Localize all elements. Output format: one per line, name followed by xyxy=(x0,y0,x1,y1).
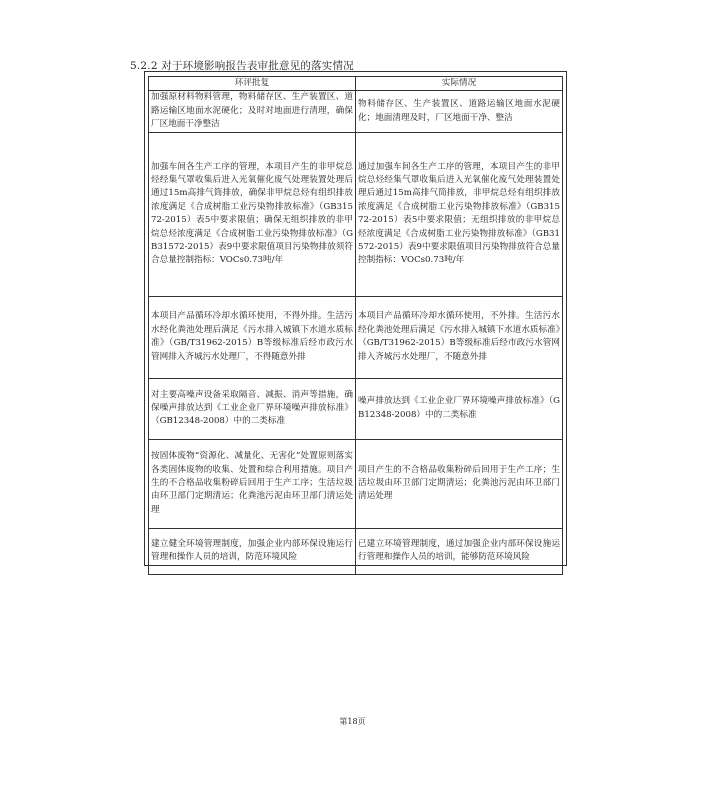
table-row xyxy=(149,378,563,439)
approval-cell: 建立健全环境管理制度，加强企业内部环保设施运行管理和操作人员的培训，防范环境风险 xyxy=(149,528,356,574)
table-row xyxy=(149,296,563,378)
actual-cell: 项目产生的不合格品收集粉碎后回用于生产工序；生活垃圾由环卫部门定期清运；化粪池污泥由环卫部门清运处理 xyxy=(356,439,563,528)
table-row xyxy=(149,91,563,132)
header-actual: 实际情况 xyxy=(356,77,563,91)
actual-cell: 本项目产品循环冷却水循环使用，不外排。生活污水经化粪池处理后满足《污水排入城镇下水道水质标准》（GB/T31962-2015）B等级标准后经市政污水管网排入齐城污水处理厂，不随意外排 xyxy=(356,296,563,378)
header-approval: 环评批复 xyxy=(149,77,356,91)
approval-cell: 加强原材料物料管理，物料储存区、生产装置区、道路运输区地面水泥硬化；及时对地面进行清理，确保厂区地面干净整洁 xyxy=(149,91,356,132)
actual-cell: 通过加强车间各生产工序的管理，本项目产生的非甲烷总烃经集气罩收集后进入光氧催化废气处理装置处理后通过15m高排气筒排放，非甲烷总烃有组织排放浓度满足《合成树脂工业污染物排放标准》（GB31572-2015）表5中要求限值；无组织排放的非甲烷总烃浓度满足《合成树脂工业污染物排放标准》（GB31572-2015）表9中要求限值项目污染物排放符合总量控制指标：VOCs0.73吨/年 xyxy=(356,132,563,296)
page-number: 第18页 xyxy=(339,717,366,726)
approval-cell: 按固体废物“资源化、减量化、无害化”处置原则落实各类固体废物的收集、处置和综合利用措施。项目产生的不合格品收集粉碎后回用于生产工序；生活垃圾由环卫部门定期清运；化粪池污泥由环卫部门清运处理 xyxy=(149,439,356,528)
comparison-table xyxy=(148,76,563,575)
table-header-row xyxy=(149,77,563,91)
actual-cell: 噪声排放达到《工业企业厂界环境噪声排放标准》（GB12348-2008）中的二类标准 xyxy=(356,378,563,439)
approval-cell: 对主要高噪声设备采取隔音、减振、消声等措施，确保噪声排放达到《工业企业厂界环境噪声排放标准》（GB12348-2008）中的二类标准 xyxy=(149,378,356,439)
actual-cell: 物料储存区、生产装置区、道路运输区地面水泥硬化；地面清理及时，厂区地面干净、整洁 xyxy=(356,91,563,132)
table-row xyxy=(149,132,563,296)
table-row xyxy=(149,439,563,528)
section-heading: 5.2.2 对于环境影响报告表审批意见的落实情况 xyxy=(130,60,354,72)
table-row xyxy=(149,528,563,574)
approval-cell: 本项目产品循环冷却水循环使用，不得外排。生活污水经化粪池处理后满足《污水排入城镇下水道水质标准》（GB/T31962-2015）B等级标准后经市政污水管网排入齐城污水处理厂，不得随意外排 xyxy=(149,296,356,378)
approval-cell: 加强车间各生产工序的管理，本项目产生的非甲烷总烃经集气罩收集后进入光氧催化废气处理装置处理后通过15m高排气筒排放，确保非甲烷总烃有组织排放浓度满足《合成树脂工业污染物排放标准》（GB31572-2015）表5中要求限值；确保无组织排放的非甲烷总烃浓度满足《合成树脂工业污染物排放标准》（GB31572-2015）表9中要求限值项目污染物排放须符合总量控制指标：VOCs0.73吨/年 xyxy=(149,132,356,296)
actual-cell: 已建立环境管理制度，通过加强企业内部环保设施运行管理和操作人员的培训，能够防范环境风险 xyxy=(356,528,563,574)
